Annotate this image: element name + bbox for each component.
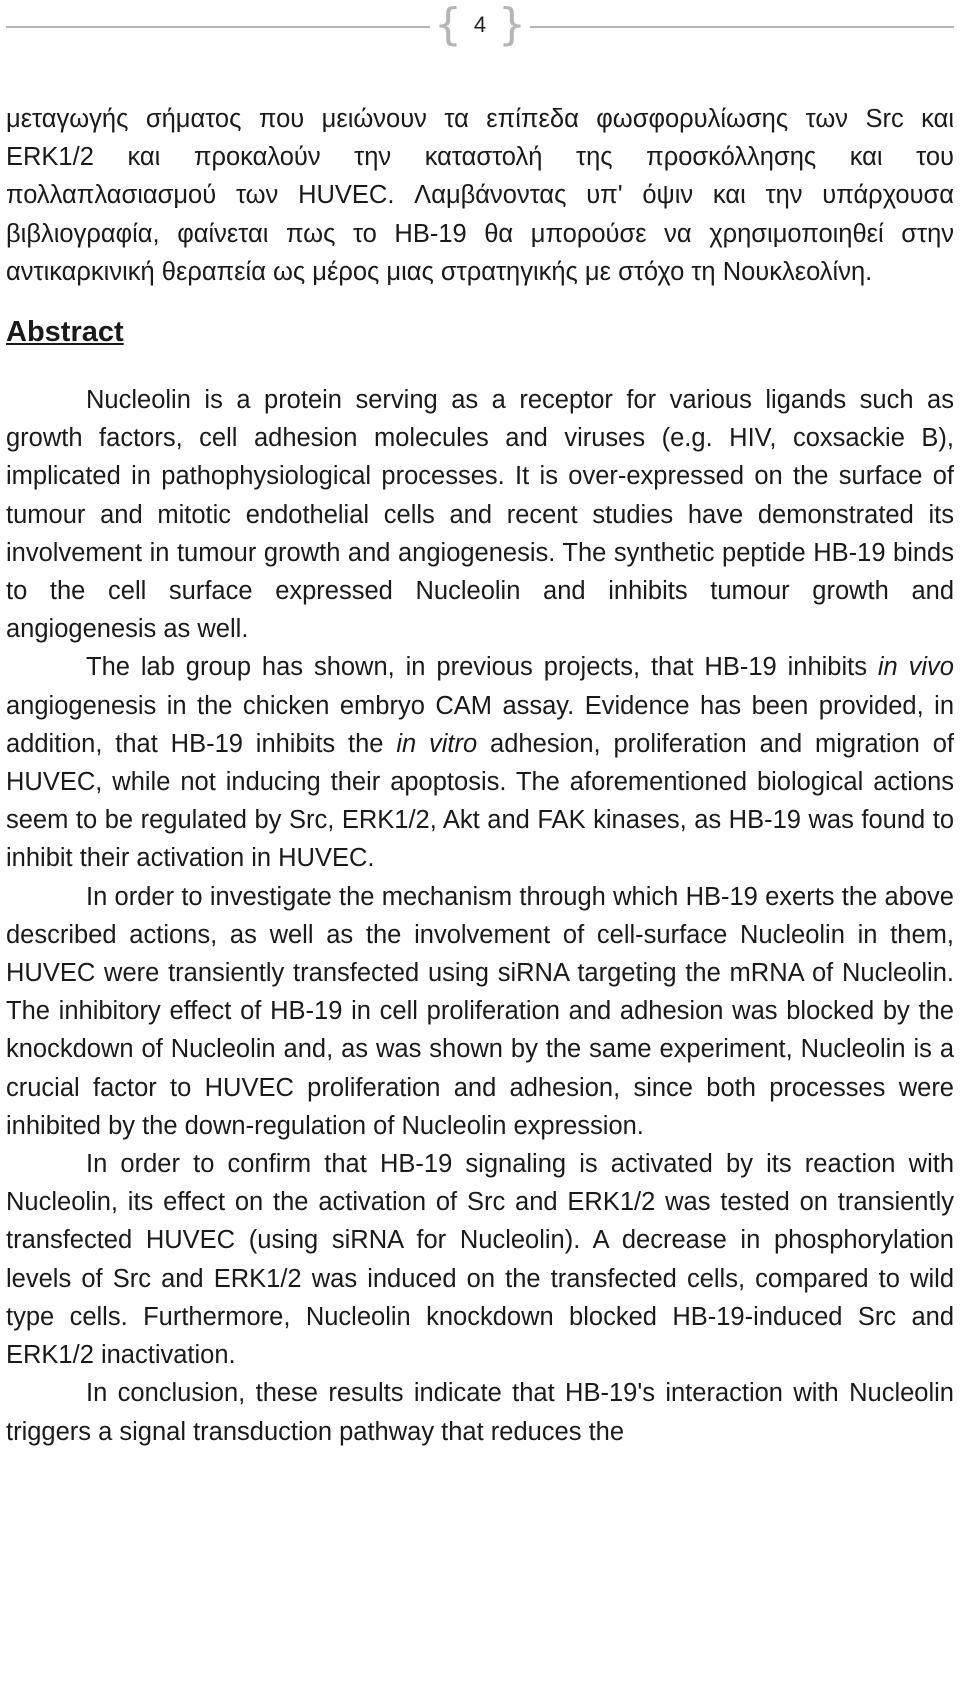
italic-term: in vivo: [877, 653, 954, 682]
text-span: The lab group has shown, in previous projects, that HB-19 inhibits: [86, 653, 878, 682]
header-rule-left: [6, 26, 430, 28]
text-span: adhesion, proliferation and migration of HUVEC, while not inducing their apoptosis. The aforementioned biological actions seem to be regulated by Src, ERK1/2, Akt and FAK kinases, as HB-19 was found to inhibit their activation in HUVEC.: [6, 729, 954, 873]
left-brace-icon: {: [434, 0, 462, 50]
page-body: [6, 100, 954, 1451]
abstract-paragraph-3: In order to investigate the mechanism through which HB-19 exerts the above described actions, as well as the involvement of cell-surface Nucleolin in them, HUVEC were transiently transfected using siRNA targeting the mRNA of Nucleolin. The inhibitory effect of HB-19 in cell proliferation and adhesion was blocked by the knockdown of Nucleolin and, as was shown by the same experiment, Nucleolin is a crucial factor to HUVEC proliferation and adhesion, since both processes were inhibited by the down-regulation of Nucleolin expression.: [6, 882, 954, 1140]
abstract-paragraph-2: [6, 648, 954, 877]
text-span: angiogenesis in the chicken embryo CAM assay. Evidence has been provided, in addition, that HB-19 inhibits the: [6, 691, 954, 758]
abstract-paragraph-5: In conclusion, these results indicate that HB-19's interaction with Nucleolin triggers a signal transduction pathway that reduces the: [6, 1379, 954, 1446]
page-number-badge: [430, 0, 530, 50]
page-number: 4: [473, 12, 487, 37]
right-brace-icon: }: [498, 0, 526, 50]
abstract-paragraph-1: Nucleolin is a protein serving as a receptor for various ligands such as growth factors, cell adhesion molecules and viruses (e.g. HIV, coxsackie B), implicated in pathophysiological processes. It is over-expressed on the surface of tumour and mitotic endothelial cells and recent studies have demonstrated its involvement in tumour growth and angiogenesis. The synthetic peptide HB-19 binds to the cell surface expressed Nucleolin and inhibits tumour growth and angiogenesis as well.: [6, 386, 954, 644]
abstract-paragraph-4: In order to confirm that HB-19 signaling is activated by its reaction with Nucleolin, its effect on the activation of Src and ERK1/2 was tested on transiently transfected HUVEC (using siRNA for Nucleolin). A decrease in phosphorylation levels of Src and ERK1/2 was induced on the transfected cells, compared to wild type cells. Furthermore, Nucleolin knockdown blocked HB-19-induced Src and ERK1/2 inactivation.: [6, 1150, 954, 1370]
abstract-heading: Abstract: [6, 316, 124, 349]
header-rule-right: [530, 26, 954, 28]
greek-paragraph: μεταγωγής σήματος που μειώνουν τα επίπεδα φωσφορυλίωσης των Src και ERK1/2 και προκαλούν την καταστολή της προσκόλλησης και του πολλαπλασιασμού των HUVEC. Λαμβάνοντας υπ' όψιν και την υπάρχουσα βιβλιογραφία, φαίνεται πως το HB-19 θα μπορούσε να χρησιμοποιηθεί στην αντικαρκινική θεραπεία ως μέρος μιας στρατηγικής με στόχο τη Νουκλεολίνη.: [6, 105, 954, 286]
italic-term: in vitro: [396, 729, 478, 758]
